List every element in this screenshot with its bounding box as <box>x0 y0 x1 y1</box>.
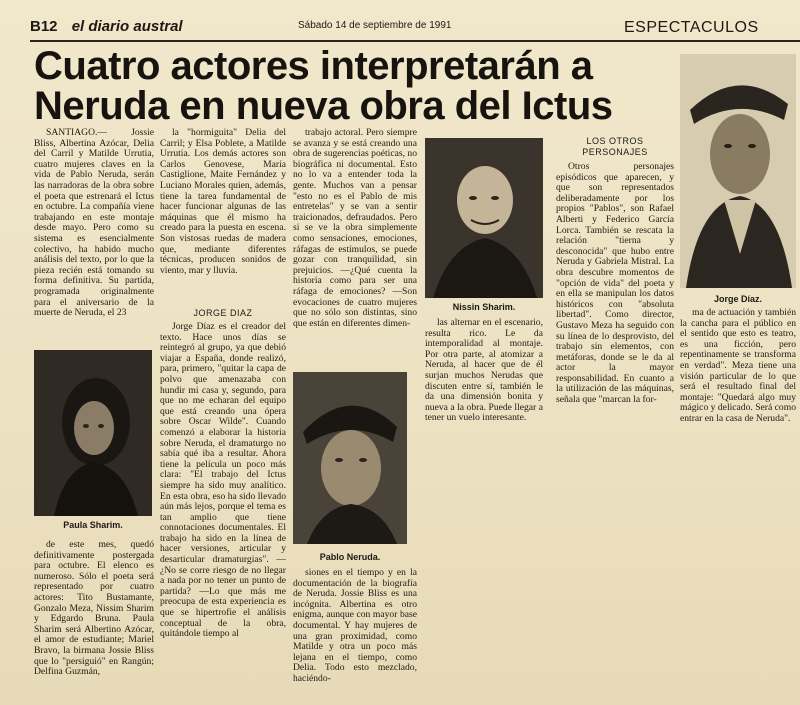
caption-pablo-neruda: Pablo Neruda. <box>319 552 381 562</box>
issue-date: Sábado 14 de septiembre de 1991 <box>298 20 452 31</box>
photo-jorge-diaz <box>680 54 796 288</box>
column-3-bottom <box>293 568 417 698</box>
portrait-man-cap-icon <box>293 372 407 544</box>
section-name: ESPECTACULOS <box>624 19 759 36</box>
article-text: trabajo actoral. Pero siempre se avanza y se está creando una obra de sugerencias poéticas, no biográfica ni documental. Esto no lo va a entender toda la gente. Muchos van a pensar "esto no es el Pablo de mis entretelas" y se van a sentir traicionados, defraudados. Pero si se ve la obra simplemente como sensaciones, emociones, ráfagas de estímulos, se puede gozar con tranquilidad, sin prejuicios. —¿Qué cuenta la historia como para ser una ráfaga de emociones? —Son evocaciones de cuatro mujeres que no sólo son distintas, sino que están en diferentes dimen- <box>293 128 417 329</box>
caption-paula-sharim: Paula Sharim. <box>63 520 123 530</box>
column-1-bottom <box>34 540 154 698</box>
portrait-woman-icon <box>34 350 152 516</box>
column-4 <box>425 318 543 438</box>
column-2-top <box>160 128 286 304</box>
caption-jorge-diaz: Jorge Díaz. <box>713 294 762 304</box>
photo-nissim-sharim <box>425 138 543 298</box>
masthead-left <box>30 18 183 35</box>
subhead-jorge-diaz: JORGE DIAZ <box>193 308 253 318</box>
column-6 <box>680 308 796 438</box>
caption-nissim-sharim: Nissin Sharim. <box>452 302 516 312</box>
newspaper-name: el diario austral <box>71 18 183 35</box>
article-text: Otros personajes episódicos que aparecen, y que son representados deliberadamente por los propios "Pablos", son Rafael Alberti y Federico García Lorca. También se rescata la relación "tierna y desconocida" que hubo entre Neruda y Gabriela Mistral. La obra descubre momentos de "opción de vida" del poeta y en ella se manipulan los datos históricos con "absoluta libertad". Como director, Gustavo Meza ha seguido con su línea de lo desprovisto, del trabajo sin elementos, con metáforas, donde se le da al actor la mayor responsabilidad. En cuanto a la utilización de las máquinas, señala que "marcan la for- <box>556 162 674 406</box>
portrait-older-man-icon <box>425 138 543 298</box>
article-text: SANTIAGO.— Jossie Bliss, Albertina Azócar, Delia del Carril y Matilde Urrutia, cuatro mujeres claves en la vida de Pablo Neruda, serán las narradoras de la obra sobre el poeta que estrenará el Ictus en octubre. La compañía viene trabajando en este montaje desde mayo. Pero como su sistema es esencialmente colectivo, ha habido mucho análisis del texto, por lo que la pieza recién está tomando su forma definitiva. Su partida, programada originalmente para el aniversario de la muerte de Neruda, el 23 <box>34 128 154 319</box>
photo-pablo-neruda <box>293 372 407 544</box>
photo-paula-sharim <box>34 350 152 516</box>
column-5 <box>556 162 674 438</box>
masthead-rule <box>30 40 800 42</box>
column-1-top <box>34 128 154 348</box>
article-text: Jorge Díaz es el creador del texto. Hace unos días se reintegró al grupo, ya que debió viajar a España, donde realizó, para, primero, "quitar la capa de polvo que amenazaba con hundir mi casa y, segundo, para que no me echaran del equipo que está creando una ópera sobre Oscar Wilde". Cuando comenzó a elaborar la historia sobre Neruda, el dramaturgo no sabía qué iba a resultar. Ahora tiene la película un poco más clara: "El trabajo del Ictus siempre ha sido muy analítico. En esta obra, eso ha sido llevado aún más lejos, porque el tema es tan amplio que tiene connotaciones documentales. El trabajo ha sido en la línea de hacer versiones, articular y desarticular dramaturgias". —¿No se corre riesgo de no llegar a nada por no tener un punto de partida? —Lo que más me preocupa de esta experiencia es que se hipertrofie el análisis conceptual de la obra, quitándole tiempo al <box>160 322 286 640</box>
article-text: siones en el tiempo y en la documentación de la biografía de Neruda. Jossie Bliss es una incógnita. Albertina es otro enigma, aunque con mayor base documental. Y hay mujeres de una gran proximidad, como Matilde y otra un poco más lejana en el tiempo, como Delia. Todo esto mezclado, haciéndo- <box>293 568 417 684</box>
article-text: de este mes, quedó definitivamente postergada para octubre. El elenco es numeroso. Sólo el poeta será representado por cuatro actores: Tito Bustamante, Gonzalo Meza, Nissim Sharim y Edgardo Bruna. Paula Sharim será Albertino Azócar, el amor de estudiante; Mariel Bravo, la birmana Jossie Bliss que lo "persiguió" en Rangún; Delfina Guzmán, <box>34 540 154 678</box>
page-number: B12 <box>30 18 58 35</box>
column-2-bottom <box>160 322 286 698</box>
subhead-otros-personajes: LOS OTROS PERSONAJES <box>582 136 648 157</box>
article-text: las alternar en el escenario, resulta rico. Le da intemporalidad al montaje. Por otra parte, al atomizar a Neruda, al hacer que de él surjan muchos Nerudas que discuten entre sí, también le da una dimensión bonita y nueva a la obra. Puede llegar a tener un vuelo interesante. <box>425 318 543 424</box>
article-text: la "hormiguita" Delia del Carril; y Elsa Poblete, a Matilde Urrutia. Los demás actores son Carlos Genovese, María Castiglione, Maite Fernández y Luciano Morales quien, además, tiene la tarea fundamental de hacer funcionar algunas de las máquinas que él mismo ha creado para la puesta en escena. Son vistosas ruedas de madera que, mediante diferentes técnicas, producen sonidos de viento, mar y lluvia. <box>160 128 286 276</box>
masthead <box>30 18 800 40</box>
headline: Cuatro actores interpretarán a Neruda en nueva obra del Ictus <box>34 44 613 128</box>
portrait-man-hat-icon <box>680 54 796 288</box>
article-text: ma de actuación y también la cancha para el público en el sentido que esto es teatro, es una ficción, pero repentinamente se transforma en verdad". Meza tiene una visión particular de lo que será el resultado final del montaje: "Quedará algo muy mágico y delicado. Será como entrar en la casa de Neruda". <box>680 308 796 424</box>
column-3-top <box>293 128 417 368</box>
